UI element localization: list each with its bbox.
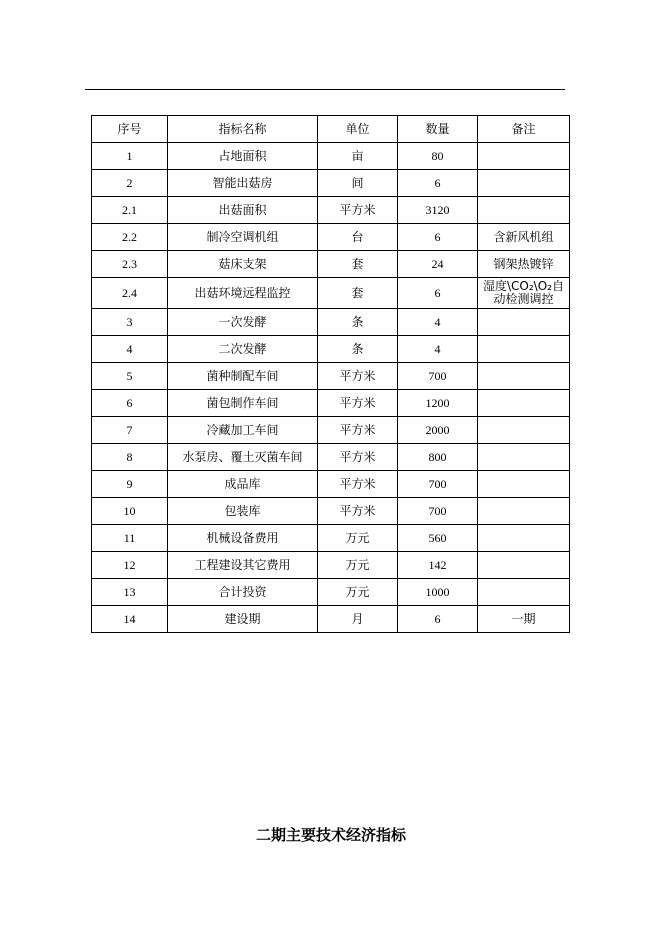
cell-qty: 700 [398, 363, 478, 390]
cell-no: 6 [92, 390, 168, 417]
cell-note: 含新风机组 [478, 224, 570, 251]
cell-unit: 月 [318, 606, 398, 633]
cell-no: 5 [92, 363, 168, 390]
table-row [92, 498, 570, 525]
cell-unit: 亩 [318, 143, 398, 170]
header-cell-unit: 单位 [318, 116, 398, 143]
cell-note [478, 444, 570, 471]
table-header-row [92, 116, 570, 143]
cell-unit: 条 [318, 309, 398, 336]
cell-no: 7 [92, 417, 168, 444]
cell-qty: 6 [398, 224, 478, 251]
table-row [92, 417, 570, 444]
cell-qty: 6 [398, 606, 478, 633]
cell-unit: 条 [318, 336, 398, 363]
cell-name: 成品库 [168, 471, 318, 498]
cell-no: 1 [92, 143, 168, 170]
cell-name: 出菇环境远程监控 [168, 278, 318, 309]
cell-note: 钢架热镀锌 [478, 251, 570, 278]
cell-unit: 平方米 [318, 417, 398, 444]
cell-unit: 套 [318, 278, 398, 309]
cell-note [478, 363, 570, 390]
cell-unit: 万元 [318, 579, 398, 606]
cell-name: 合计投资 [168, 579, 318, 606]
cell-name: 机械设备费用 [168, 525, 318, 552]
cell-note: 一期 [478, 606, 570, 633]
cell-qty: 560 [398, 525, 478, 552]
cell-name: 工程建设其它费用 [168, 552, 318, 579]
cell-qty: 80 [398, 143, 478, 170]
cell-no: 2 [92, 170, 168, 197]
cell-qty: 24 [398, 251, 478, 278]
cell-unit: 平方米 [318, 197, 398, 224]
cell-unit: 平方米 [318, 363, 398, 390]
cell-name: 水泵房、覆土灭菌车间 [168, 444, 318, 471]
cell-note [478, 579, 570, 606]
cell-no: 13 [92, 579, 168, 606]
cell-unit: 平方米 [318, 390, 398, 417]
cell-note: 湿度\CO₂\O₂自动检测调控 [478, 278, 570, 309]
header-cell-no: 序号 [92, 116, 168, 143]
cell-name: 冷藏加工车间 [168, 417, 318, 444]
cell-no: 2.4 [92, 278, 168, 309]
table-row [92, 579, 570, 606]
cell-no: 2.2 [92, 224, 168, 251]
cell-no: 14 [92, 606, 168, 633]
cell-no: 3 [92, 309, 168, 336]
cell-no: 8 [92, 444, 168, 471]
header-cell-name: 指标名称 [168, 116, 318, 143]
table-row [92, 336, 570, 363]
cell-unit: 万元 [318, 552, 398, 579]
cell-note [478, 471, 570, 498]
cell-note [478, 197, 570, 224]
cell-note [478, 525, 570, 552]
cell-name: 菌包制作车间 [168, 390, 318, 417]
cell-qty: 4 [398, 309, 478, 336]
cell-no: 2.1 [92, 197, 168, 224]
cell-unit: 万元 [318, 525, 398, 552]
cell-no: 11 [92, 525, 168, 552]
cell-note [478, 390, 570, 417]
table-row [92, 251, 570, 278]
cell-unit: 平方米 [318, 444, 398, 471]
cell-no: 12 [92, 552, 168, 579]
cell-qty: 142 [398, 552, 478, 579]
cell-name: 智能出菇房 [168, 170, 318, 197]
cell-note [478, 170, 570, 197]
cell-qty: 1000 [398, 579, 478, 606]
cell-no: 4 [92, 336, 168, 363]
cell-unit: 平方米 [318, 471, 398, 498]
cell-qty: 800 [398, 444, 478, 471]
cell-qty: 700 [398, 471, 478, 498]
table-row [92, 606, 570, 633]
cell-name: 制冷空调机组 [168, 224, 318, 251]
cell-name: 一次发酵 [168, 309, 318, 336]
cell-qty: 700 [398, 498, 478, 525]
header-cell-qty: 数量 [398, 116, 478, 143]
table-row [92, 444, 570, 471]
header-rule [85, 89, 565, 90]
cell-name: 出菇面积 [168, 197, 318, 224]
cell-name: 菌种制配车间 [168, 363, 318, 390]
table-row [92, 143, 570, 170]
table-row [92, 170, 570, 197]
table-row [92, 224, 570, 251]
table-row [92, 309, 570, 336]
cell-unit: 台 [318, 224, 398, 251]
cell-unit: 间 [318, 170, 398, 197]
indicator-table [91, 115, 570, 633]
cell-unit: 平方米 [318, 498, 398, 525]
cell-qty: 6 [398, 170, 478, 197]
table-row [92, 471, 570, 498]
header-cell-note: 备注 [478, 116, 570, 143]
cell-name: 菇床支架 [168, 251, 318, 278]
cell-name: 包装库 [168, 498, 318, 525]
table-row [92, 363, 570, 390]
section-caption: 二期主要技术经济指标 [255, 826, 406, 844]
cell-no: 2.3 [92, 251, 168, 278]
table-row [92, 390, 570, 417]
cell-no: 10 [92, 498, 168, 525]
cell-name: 占地面积 [168, 143, 318, 170]
table-row [92, 278, 570, 309]
cell-qty: 2000 [398, 417, 478, 444]
cell-note [478, 143, 570, 170]
table-row [92, 197, 570, 224]
cell-qty: 6 [398, 278, 478, 309]
cell-no: 9 [92, 471, 168, 498]
cell-qty: 4 [398, 336, 478, 363]
table-row [92, 552, 570, 579]
cell-note [478, 417, 570, 444]
cell-qty: 3120 [398, 197, 478, 224]
cell-name: 建设期 [168, 606, 318, 633]
cell-name: 二次发酵 [168, 336, 318, 363]
cell-qty: 1200 [398, 390, 478, 417]
cell-note [478, 309, 570, 336]
table-row [92, 525, 570, 552]
cell-note [478, 336, 570, 363]
cell-unit: 套 [318, 251, 398, 278]
cell-note [478, 498, 570, 525]
cell-note [478, 552, 570, 579]
